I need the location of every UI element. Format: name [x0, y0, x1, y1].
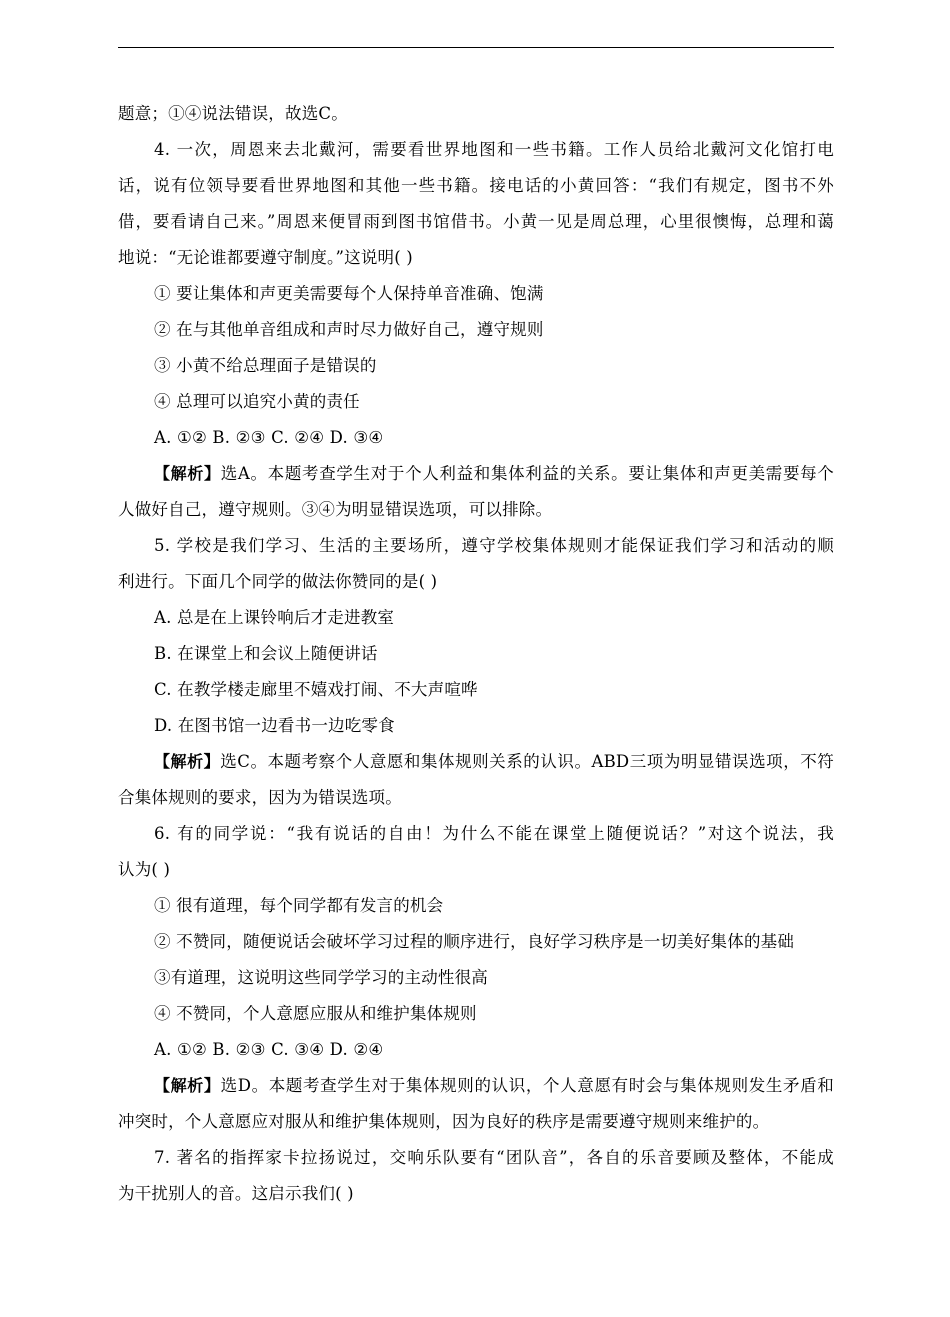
q4-item: ③ 小黄不给总理面子是错误的: [154, 356, 377, 375]
q4-stem-line: 地说：“无论谁都要遵守制度。”这说明( ): [118, 248, 413, 267]
q5-analysis-line: [118, 744, 834, 780]
q4-item: ④ 总理可以追究小黄的责任: [154, 392, 360, 411]
q5-analysis-text: 选C。本题考察个人意愿和集体规则关系的认识。ABD三项为明显错误选项，不符: [220, 752, 834, 771]
q4-analysis-text: 选A。本题考查学生对于个人利益和集体利益的关系。要让集体和声更美需要每个: [220, 464, 834, 483]
question-7: [118, 1140, 834, 1212]
q4-analysis-line: 人做好自己，遵守规则。③④为明显错误选项，可以排除。: [118, 500, 553, 519]
question-5: [118, 528, 834, 816]
q4-choices: A. ①② B. ②③ C. ②④ D. ③④: [154, 428, 384, 447]
q6-stem-line: 认为( ): [118, 860, 171, 879]
q5-stem-line: 5. 学校是我们学习、生活的主要场所，遵守学校集体规则才能保证我们学习和活动的顺: [154, 536, 834, 555]
q6-analysis-line: 冲突时，个人意愿应对服从和维护集体规则，因为良好的秩序是需要遵守规则来维护的。: [118, 1112, 770, 1131]
analysis-tag: 【解析】: [154, 1076, 221, 1095]
q6-item: ④ 不赞同，个人意愿应服从和维护集体规则: [154, 1004, 477, 1023]
q4-analysis-line: [118, 456, 834, 492]
q5-stem-line: 利进行。下面几个同学的做法你赞同的是( ): [118, 572, 438, 591]
q7-stem-line: 为干扰别人的音。这启示我们( ): [118, 1184, 354, 1203]
q7-stem-line: 7. 著名的指挥家卡拉扬说过，交响乐队要有“团队音”，各自的乐音要顾及整体，不能成: [154, 1148, 834, 1167]
q4-item: ① 要让集体和声更美需要每个人保持单音准确、饱满: [154, 284, 544, 303]
q6-stem-line: 6. 有的同学说：“我有说话的自由！为什么不能在课堂上随便说话？”对这个说法，我: [154, 824, 834, 843]
question-6: [118, 816, 834, 1140]
q4-stem-line: 借，要看请自己来。”周恩来便冒雨到图书馆借书。小黄一见是周总理，心里很懊悔，总理和蔼: [118, 212, 834, 231]
q6-analysis-text: 选D。本题考查学生对于集体规则的认识，个人意愿有时会与集体规则发生矛盾和: [220, 1076, 834, 1095]
question-4: [118, 132, 834, 528]
analysis-tag: 【解析】: [154, 464, 221, 483]
q6-item: ③有道理，这说明这些同学学习的主动性很高: [154, 968, 488, 987]
analysis-tag: 【解析】: [154, 752, 221, 771]
q6-item: ② 不赞同，随便说话会破坏学习过程的顺序进行，良好学习秩序是一切美好集体的基础: [154, 932, 795, 951]
q5-option-c: C. 在教学楼走廊里不嬉戏打闹、不大声喧哗: [154, 680, 478, 699]
q6-analysis-line: [118, 1068, 834, 1104]
q4-item: ② 在与其他单音组成和声时尽力做好自己，遵守规则: [154, 320, 544, 339]
q6-item: ① 很有道理，每个同学都有发言的机会: [154, 896, 444, 915]
q4-stem-line: 4. 一次，周恩来去北戴河，需要看世界地图和一些书籍。工作人员给北戴河文化馆打电: [154, 140, 834, 159]
document-body: [118, 96, 834, 1212]
q3-tail: 题意；①④说法错误，故选C。: [118, 104, 348, 123]
q5-option-b: B. 在课堂上和会议上随便讲话: [154, 644, 378, 663]
q4-stem-line: 话，说有位领导要看世界地图和其他一些书籍。接电话的小黄回答：“我们有规定，图书不外: [118, 176, 834, 195]
header-rule: [118, 47, 834, 48]
q5-option-d: D. 在图书馆一边看书一边吃零食: [154, 716, 395, 735]
q5-option-a: A. 总是在上课铃响后才走进教室: [154, 608, 395, 627]
q6-choices: A. ①② B. ②③ C. ③④ D. ②④: [154, 1040, 384, 1059]
q5-analysis-line: 合集体规则的要求，因为为错误选项。: [118, 788, 402, 807]
